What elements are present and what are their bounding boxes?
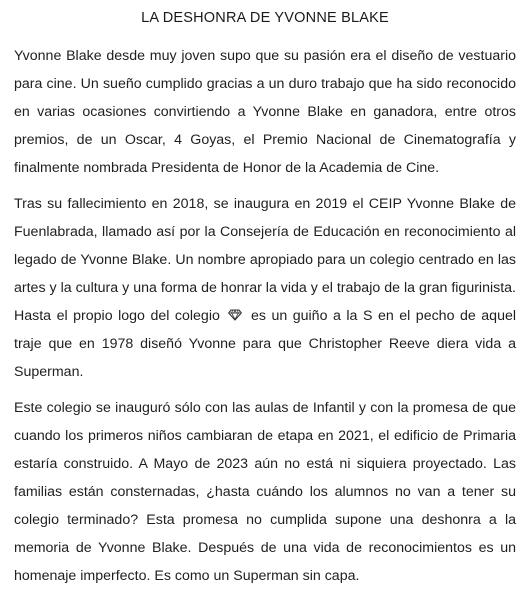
paragraph-1-text: Yvonne Blake desde muy joven supo que su pasión era el diseño de vestuario para cine. Un sueño cumplido gracias a un duro trabajo que ha sido reconocido en varias ocasiones convirtiendo a Yvonne Blake en ganadora, entre otros premios, de un Oscar, 4 Goyas, el Premio Nacional de Cinematografía y finalmente nombrada Presidenta de Honor de la Academia de Cine. bbox=[14, 48, 516, 176]
paragraph-3 bbox=[14, 394, 516, 590]
paragraph-3-text: Este colegio se inauguró sólo con las aulas de Infantil y con la promesa de que cuando los primeros niños cambiaran de etapa en 2021, el edificio de Primaria estaría construido. A Mayo de 2023 aún no está ni siquiera proyectado. Las familias están consternadas, ¿hasta cuándo los alumnos no van a tener su colegio terminado? Esta promesa no cumplida supone una deshonra a la memoria de Yvonne Blake. Después de una vida de reconocimientos es un homenaje imperfecto. Es como un Superman sin capa. bbox=[14, 400, 516, 584]
paragraph-2-text-before-logo: Tras su fallecimiento en 2018, se inaugura en 2019 el CEIP Yvonne Blake de Fuenlabrada, llamado así por la Consejería de Educación en reconocimiento al legado de Yvonne Blake. Un nombre apropiado para un colegio centrado en las artes y la cultura y una forma de honrar la vida y el trabajo de la gran figurinista. Hasta el propio logo del colegio bbox=[14, 196, 516, 324]
paragraph-2 bbox=[14, 190, 516, 386]
page-title: LA DESHONRA DE YVONNE BLAKE bbox=[141, 10, 389, 26]
document-page bbox=[14, 8, 516, 598]
superman-shield-icon bbox=[228, 303, 242, 315]
paragraph-2-text-after-logo: es un guiño a la S en el pecho de aquel traje que en 1978 diseñó Yvonne para que Christopher Reeve diera vida a Superman. bbox=[14, 308, 517, 380]
paragraph-1 bbox=[14, 42, 516, 182]
